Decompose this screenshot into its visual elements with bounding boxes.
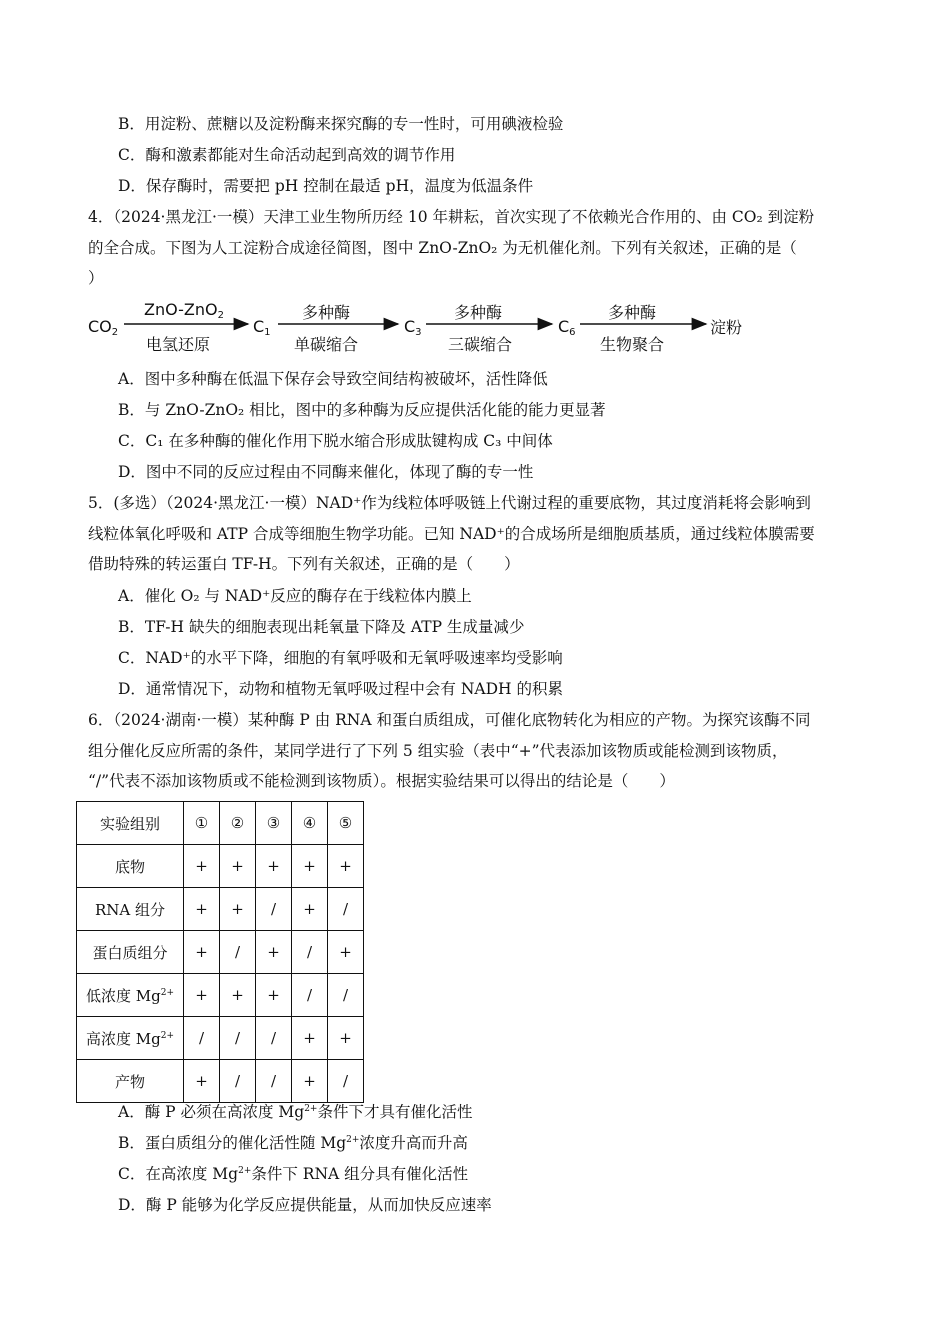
starch-label: 淀粉 xyxy=(710,318,743,337)
table-cell: + xyxy=(256,845,292,888)
table-cell: / xyxy=(220,1060,256,1103)
row-label: 低浓度 $Mg^{2+}$ xyxy=(77,974,184,1017)
q5-option-c: C．NAD⁺的水平下降，细胞的有氧呼吸和无氧呼吸速率均受影响 xyxy=(118,649,563,667)
q4-stem-line-3: ） xyxy=(88,269,104,287)
table-header-cell: ⑤ xyxy=(328,802,364,845)
three-carbon-condensation-label: 三碳缩合 xyxy=(448,335,513,354)
table-header-row xyxy=(77,802,364,845)
table-header-cell: ③ xyxy=(256,802,292,845)
one-carbon-condensation-label: 单碳缩合 xyxy=(294,335,359,354)
table-cell: + xyxy=(184,931,220,974)
table-row xyxy=(77,974,364,1017)
table-cell: + xyxy=(220,888,256,931)
row-label: 底物 xyxy=(77,845,184,888)
table-cell: + xyxy=(184,974,220,1017)
row-label: RNA 组分 xyxy=(77,888,184,931)
table-cell: / xyxy=(184,1017,220,1060)
q6-stem-line-2: 组分催化反应所需的条件，某同学进行了下列 5 组实验（表中“+”代表添加该物质或能检测到该物质， xyxy=(88,742,788,760)
c1-label: $C_1$ xyxy=(253,317,271,338)
q3-option-c: C．酶和激素都能对生命活动起到高效的调节作用 xyxy=(118,146,456,164)
table-cell: + xyxy=(256,974,292,1017)
q6-stem-line-1: 6．（2024·湖南·一模）某种酶 P 由 RNA 和蛋白质组成，可催化底物转化为相应的产物。为探究该酶不同 xyxy=(88,711,811,729)
table-row xyxy=(77,1017,364,1060)
q5-stem-line-3: 借助特殊的转运蛋白 TF-H。下列有关叙述，正确的是（ ） xyxy=(88,555,520,573)
table-cell: + xyxy=(292,845,328,888)
q6-option-c: C．在高浓度 $Mg^{2+}$条件下 RNA 组分具有催化活性 xyxy=(118,1165,469,1183)
q3-option-d: D．保存酶时，需要把 pH 控制在最适 pH，温度为低温条件 xyxy=(118,177,534,195)
table-cell: / xyxy=(256,1017,292,1060)
table-header-cell: ① xyxy=(184,802,220,845)
table-header-cell: ② xyxy=(220,802,256,845)
table-cell: / xyxy=(256,1060,292,1103)
q4-stem-line-1: 4．（2024·黑龙江·一模）天津工业生物所历经 10 年耕耘，首次实现了不依赖光合作用的、由 CO₂ 到淀粉 xyxy=(88,208,815,226)
table-cell: + xyxy=(292,1017,328,1060)
q4-option-a: A．图中多种酶在低温下保存会导致空间结构被破坏，活性降低 xyxy=(118,370,548,388)
q5-option-b: B．TF-H 缺失的细胞表现出耗氧量下降及 ATP 生成量减少 xyxy=(118,618,525,636)
q5-stem-line-1: 5．(多选）（2024·黑龙江·一模）NAD⁺作为线粒体呼吸链上代谢过程的重要底物，其过度消耗将会影响到 xyxy=(88,494,811,512)
electro-hydrogen-reduction-label: 电氢还原 xyxy=(146,335,211,354)
table-cell: / xyxy=(328,1060,364,1103)
q6-option-a: A．酶 P 必须在高浓度 $Mg^{2+}$条件下才具有催化活性 xyxy=(118,1103,473,1121)
table-cell: / xyxy=(328,888,364,931)
table-row xyxy=(77,845,364,888)
table-cell: / xyxy=(292,931,328,974)
table-row xyxy=(77,1060,364,1103)
enzymes-label-2: 多种酶 xyxy=(454,303,503,322)
table-row xyxy=(77,888,364,931)
q4-option-b: B．与 ZnO-ZnO₂ 相比，图中的多种酶为反应提供活化能的能力更显著 xyxy=(118,401,606,419)
table-cell: + xyxy=(184,845,220,888)
q4-option-d: D．图中不同的反应过程由不同酶来催化，体现了酶的专一性 xyxy=(118,463,534,481)
table-cell: + xyxy=(292,888,328,931)
q5-option-d: D．通常情况下，动物和植物无氧呼吸过程中会有 NADH 的积累 xyxy=(118,680,563,698)
q6-option-d: D．酶 P 能够为化学反应提供能量，从而加快反应速率 xyxy=(118,1196,492,1214)
enzymes-label-1: 多种酶 xyxy=(302,303,351,322)
table-cell: + xyxy=(184,1060,220,1103)
starch-synthesis-pathway-diagram xyxy=(88,296,768,360)
table-cell: / xyxy=(292,974,328,1017)
q6-option-b: B．蛋白质组分的催化活性随 $Mg^{2+}$浓度升高而升高 xyxy=(118,1134,468,1152)
table-cell: / xyxy=(220,931,256,974)
table-row xyxy=(77,931,364,974)
table-cell: + xyxy=(220,974,256,1017)
table-cell: + xyxy=(328,845,364,888)
q6-stem-line-3: “/”代表不添加该物质或不能检测到该物质）。根据实验结果可以得出的结论是（ ） xyxy=(88,772,675,790)
c3-label: $C_3$ xyxy=(404,317,422,338)
row-label: 产物 xyxy=(77,1060,184,1103)
catalyst-label: ZnO-ZnO$_2$ xyxy=(144,300,224,321)
q3-option-b: B．用淀粉、蔗糖以及淀粉酶来探究酶的专一性时，可用碘液检验 xyxy=(118,115,564,133)
q4-option-c: C．C₁ 在多种酶的催化作用下脱水缩合形成肽键构成 C₃ 中间体 xyxy=(118,432,553,450)
q4-stem-line-2: 的全合成。下图为人工淀粉合成途径简图，图中 ZnO-ZnO₂ 为无机催化剂。下列有关叙述，正确的是（ xyxy=(88,239,797,257)
table-cell: + xyxy=(220,845,256,888)
table-header-cell: 实验组别 xyxy=(77,802,184,845)
table-cell: + xyxy=(256,931,292,974)
table-header-cell: ④ xyxy=(292,802,328,845)
biopolymerization-label: 生物聚合 xyxy=(600,335,665,354)
c6-label: $C_6$ xyxy=(558,317,576,338)
experiment-table xyxy=(76,801,364,1103)
table-cell: + xyxy=(184,888,220,931)
table-cell: / xyxy=(220,1017,256,1060)
enzymes-label-3: 多种酶 xyxy=(608,303,657,322)
table-cell: + xyxy=(328,1017,364,1060)
table-cell: / xyxy=(328,974,364,1017)
table-cell: + xyxy=(328,931,364,974)
q5-stem-line-2: 线粒体氧化呼吸和 ATP 合成等细胞生物学功能。已知 NAD⁺的合成场所是细胞质基质，通过线粒体膜需要 xyxy=(88,525,815,543)
table-cell: / xyxy=(256,888,292,931)
table-cell: + xyxy=(292,1060,328,1103)
q5-option-a: A．催化 O₂ 与 NAD⁺反应的酶存在于线粒体内膜上 xyxy=(118,587,472,605)
row-label: 蛋白质组分 xyxy=(77,931,184,974)
co2-label: $CO_2$ xyxy=(88,317,119,338)
row-label: 高浓度 $Mg^{2+}$ xyxy=(77,1017,184,1060)
